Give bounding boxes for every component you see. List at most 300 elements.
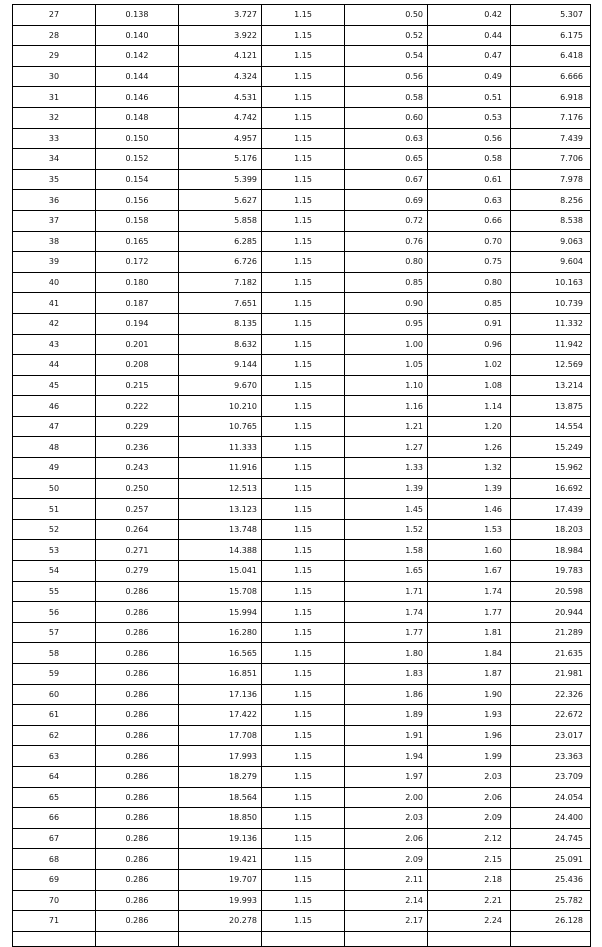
table-row (13, 437, 591, 458)
table-cell: 2.21 (428, 890, 511, 911)
table-cell: 0.208 (96, 355, 179, 376)
table-cell: 1.15 (262, 87, 345, 108)
table-cell: 1.15 (262, 561, 345, 582)
table-cell: 5.176 (179, 149, 262, 170)
table-row (13, 169, 591, 190)
table-cell: 2.15 (428, 849, 511, 870)
table-cell: 0.85 (428, 293, 511, 314)
table-cell: 1.15 (262, 664, 345, 685)
table-cell: 23.017 (511, 725, 591, 746)
table-cell: 49 (13, 458, 96, 479)
table-cell: 1.91 (345, 725, 428, 746)
table-row (13, 725, 591, 746)
table-cell: 1.15 (262, 478, 345, 499)
table-cell: 17.993 (179, 746, 262, 767)
table-cell: 2.18 (428, 869, 511, 890)
table-cell: 15.962 (511, 458, 591, 479)
table-cell: 0.286 (96, 890, 179, 911)
table-row (13, 355, 591, 376)
table-cell: 0.54 (345, 46, 428, 67)
table-cell: 1.15 (262, 684, 345, 705)
table-row (13, 684, 591, 705)
table-cell: 8.256 (511, 190, 591, 211)
table-cell: 25.436 (511, 869, 591, 890)
table-cell: 0.44 (428, 25, 511, 46)
table-cell: 14.554 (511, 416, 591, 437)
table-cell: 0.286 (96, 664, 179, 685)
table-cell: 1.53 (428, 519, 511, 540)
table-cell: 31 (13, 87, 96, 108)
table-cell: 2.09 (345, 849, 428, 870)
table-cell-empty (345, 931, 428, 946)
table-cell-empty (13, 931, 96, 946)
table-cell: 54 (13, 561, 96, 582)
table-cell: 0.172 (96, 252, 179, 273)
table-cell: 1.45 (345, 499, 428, 520)
table-cell: 57 (13, 622, 96, 643)
table-cell: 9.604 (511, 252, 591, 273)
table-cell: 1.15 (262, 828, 345, 849)
table-cell: 1.15 (262, 602, 345, 623)
table-cell: 21.289 (511, 622, 591, 643)
table-cell: 0.286 (96, 643, 179, 664)
table-cell: 1.15 (262, 252, 345, 273)
table-row (13, 128, 591, 149)
table-cell: 0.144 (96, 66, 179, 87)
table-cell: 1.15 (262, 622, 345, 643)
table-cell: 9.670 (179, 375, 262, 396)
table-cell: 1.26 (428, 437, 511, 458)
table-cell: 1.97 (345, 766, 428, 787)
table-cell: 1.15 (262, 169, 345, 190)
table-cell: 4.957 (179, 128, 262, 149)
table-cell: 28 (13, 25, 96, 46)
table-cell: 62 (13, 725, 96, 746)
table-cell: 0.56 (345, 66, 428, 87)
table-cell: 13.214 (511, 375, 591, 396)
table-cell: 16.280 (179, 622, 262, 643)
table-cell: 18.279 (179, 766, 262, 787)
table-cell: 40 (13, 272, 96, 293)
table-cell: 1.15 (262, 25, 345, 46)
table-cell: 0.286 (96, 602, 179, 623)
table-cell: 0.286 (96, 808, 179, 829)
table-cell: 51 (13, 499, 96, 520)
table-cell: 1.58 (345, 540, 428, 561)
table-cell-empty (262, 931, 345, 946)
table-cell: 55 (13, 581, 96, 602)
table-cell: 1.15 (262, 581, 345, 602)
table-cell: 20.598 (511, 581, 591, 602)
table-cell: 1.15 (262, 643, 345, 664)
table-cell: 1.15 (262, 849, 345, 870)
table-cell: 1.15 (262, 231, 345, 252)
table-cell: 15.708 (179, 581, 262, 602)
table-row (13, 66, 591, 87)
table-cell: 1.77 (428, 602, 511, 623)
table-cell: 2.00 (345, 787, 428, 808)
table-cell: 1.15 (262, 766, 345, 787)
table-cell: 44 (13, 355, 96, 376)
table-cell: 1.90 (428, 684, 511, 705)
table-cell: 0.53 (428, 107, 511, 128)
table-cell: 0.47 (428, 46, 511, 67)
table-cell: 53 (13, 540, 96, 561)
table-cell: 0.180 (96, 272, 179, 293)
table-cell: 11.332 (511, 313, 591, 334)
table-cell: 1.15 (262, 416, 345, 437)
table-cell: 7.706 (511, 149, 591, 170)
table-cell: 37 (13, 210, 96, 231)
table-row (13, 869, 591, 890)
table-cell-empty (511, 931, 591, 946)
table-cell: 1.83 (345, 664, 428, 685)
table-cell: 0.286 (96, 581, 179, 602)
table-row (13, 602, 591, 623)
table-cell: 18.984 (511, 540, 591, 561)
table-cell: 19.783 (511, 561, 591, 582)
table-cell: 0.286 (96, 849, 179, 870)
table-cell: 4.121 (179, 46, 262, 67)
table-cell: 17.422 (179, 705, 262, 726)
table-cell: 21.635 (511, 643, 591, 664)
table-cell: 65 (13, 787, 96, 808)
table-cell: 0.69 (345, 190, 428, 211)
table-row (13, 46, 591, 67)
table-cell: 2.03 (428, 766, 511, 787)
table-row (13, 705, 591, 726)
table-cell: 2.11 (345, 869, 428, 890)
table-cell: 15.994 (179, 602, 262, 623)
table-cell: 0.250 (96, 478, 179, 499)
table-cell: 2.12 (428, 828, 511, 849)
table-cell: 1.00 (345, 334, 428, 355)
table-cell: 3.922 (179, 25, 262, 46)
table-cell: 0.80 (345, 252, 428, 273)
table-cell: 0.142 (96, 46, 179, 67)
table-cell: 0.75 (428, 252, 511, 273)
table-row (13, 313, 591, 334)
table-cell: 1.15 (262, 293, 345, 314)
table-cell: 0.66 (428, 210, 511, 231)
table-cell: 26.128 (511, 911, 591, 932)
table-cell: 7.182 (179, 272, 262, 293)
table-row (13, 766, 591, 787)
table-cell: 17.708 (179, 725, 262, 746)
table-cell: 1.15 (262, 746, 345, 767)
table-cell: 12.513 (179, 478, 262, 499)
table-cell: 1.39 (428, 478, 511, 499)
table-cell: 1.60 (428, 540, 511, 561)
table-row (13, 540, 591, 561)
table-cell: 46 (13, 396, 96, 417)
table-row (13, 5, 591, 26)
table-cell: 69 (13, 869, 96, 890)
table-cell: 1.67 (428, 561, 511, 582)
table-cell: 1.52 (345, 519, 428, 540)
table-cell: 1.15 (262, 149, 345, 170)
table-cell: 0.65 (345, 149, 428, 170)
table-row (13, 890, 591, 911)
table-cell: 1.15 (262, 46, 345, 67)
table-cell: 71 (13, 911, 96, 932)
table-row (13, 478, 591, 499)
table-cell: 29 (13, 46, 96, 67)
table-cell: 4.324 (179, 66, 262, 87)
table-cell: 0.236 (96, 437, 179, 458)
table-cell: 0.58 (345, 87, 428, 108)
table-cell: 10.765 (179, 416, 262, 437)
table-cell: 1.15 (262, 458, 345, 479)
table-cell: 18.564 (179, 787, 262, 808)
table-cell: 6.285 (179, 231, 262, 252)
table-cell: 1.15 (262, 66, 345, 87)
table-cell: 13.875 (511, 396, 591, 417)
table-cell: 11.333 (179, 437, 262, 458)
table-row (13, 210, 591, 231)
table-cell: 1.32 (428, 458, 511, 479)
table-row (13, 416, 591, 437)
table-cell: 0.90 (345, 293, 428, 314)
table-cell: 1.15 (262, 107, 345, 128)
table-cell: 9.144 (179, 355, 262, 376)
table-cell: 52 (13, 519, 96, 540)
table-cell: 3.727 (179, 5, 262, 26)
table-row (13, 149, 591, 170)
table-cell: 16.565 (179, 643, 262, 664)
table-cell: 2.14 (345, 890, 428, 911)
table-cell: 0.286 (96, 911, 179, 932)
table-cell: 8.538 (511, 210, 591, 231)
table-cell: 1.15 (262, 128, 345, 149)
table-cell: 41 (13, 293, 96, 314)
table-cell: 9.063 (511, 231, 591, 252)
table-cell: 1.15 (262, 725, 345, 746)
table-cell: 0.148 (96, 107, 179, 128)
table-cell: 34 (13, 149, 96, 170)
table-row (13, 664, 591, 685)
table-cell: 0.257 (96, 499, 179, 520)
table-cell: 1.15 (262, 705, 345, 726)
table-cell: 0.56 (428, 128, 511, 149)
table-cell: 1.15 (262, 437, 345, 458)
table-cell: 13.123 (179, 499, 262, 520)
table-cell: 0.156 (96, 190, 179, 211)
table-row (13, 499, 591, 520)
table-cell: 1.15 (262, 272, 345, 293)
table-cell: 1.15 (262, 808, 345, 829)
table-cell: 5.627 (179, 190, 262, 211)
table-cell: 20.278 (179, 911, 262, 932)
table-cell: 1.89 (345, 705, 428, 726)
table-cell: 0.67 (345, 169, 428, 190)
table-cell: 1.15 (262, 911, 345, 932)
table-cell: 0.222 (96, 396, 179, 417)
table-cell: 30 (13, 66, 96, 87)
table-cell: 1.87 (428, 664, 511, 685)
table-cell: 0.286 (96, 684, 179, 705)
table-cell: 0.271 (96, 540, 179, 561)
table-cell: 60 (13, 684, 96, 705)
table-cell: 0.80 (428, 272, 511, 293)
table-cell: 6.418 (511, 46, 591, 67)
table-cell: 19.707 (179, 869, 262, 890)
table-cell: 1.74 (428, 581, 511, 602)
table-cell: 0.49 (428, 66, 511, 87)
table-cell: 1.20 (428, 416, 511, 437)
document-page (12, 4, 591, 947)
table-cell: 6.666 (511, 66, 591, 87)
table-row (13, 107, 591, 128)
table-cell: 1.15 (262, 334, 345, 355)
table-cell: 48 (13, 437, 96, 458)
table-cell: 1.15 (262, 313, 345, 334)
table-cell: 0.150 (96, 128, 179, 149)
table-cell: 1.15 (262, 869, 345, 890)
table-cell: 63 (13, 746, 96, 767)
table-cell: 1.15 (262, 519, 345, 540)
table-row (13, 25, 591, 46)
table-cell: 0.50 (345, 5, 428, 26)
table-cell: 19.993 (179, 890, 262, 911)
table-cell: 11.916 (179, 458, 262, 479)
table-row (13, 231, 591, 252)
table-row (13, 808, 591, 829)
table-cell: 0.51 (428, 87, 511, 108)
table-cell: 1.15 (262, 190, 345, 211)
table-cell: 10.739 (511, 293, 591, 314)
table-cell: 2.17 (345, 911, 428, 932)
table-cell: 39 (13, 252, 96, 273)
table-cell: 32 (13, 107, 96, 128)
table-cell: 14.388 (179, 540, 262, 561)
table-cell: 1.15 (262, 540, 345, 561)
table-cell: 1.10 (345, 375, 428, 396)
table-cell: 7.978 (511, 169, 591, 190)
table-cell: 33 (13, 128, 96, 149)
table-cell: 2.06 (428, 787, 511, 808)
table-cell: 66 (13, 808, 96, 829)
table-cell: 25.091 (511, 849, 591, 870)
table-cell: 0.76 (345, 231, 428, 252)
table-cell: 0.229 (96, 416, 179, 437)
table-cell: 16.692 (511, 478, 591, 499)
table-cell: 1.15 (262, 396, 345, 417)
table-cell: 67 (13, 828, 96, 849)
table-cell: 47 (13, 416, 96, 437)
table-cell: 10.210 (179, 396, 262, 417)
table-row (13, 581, 591, 602)
table-cell: 24.745 (511, 828, 591, 849)
table-cell: 23.709 (511, 766, 591, 787)
table-cell: 1.71 (345, 581, 428, 602)
table-cell: 45 (13, 375, 96, 396)
table-cell: 35 (13, 169, 96, 190)
table-row (13, 561, 591, 582)
table-cell: 15.041 (179, 561, 262, 582)
table-cell: 0.63 (428, 190, 511, 211)
table-cell: 0.60 (345, 107, 428, 128)
table-cell: 1.08 (428, 375, 511, 396)
table-cell: 8.632 (179, 334, 262, 355)
table-cell: 0.58 (428, 149, 511, 170)
table-cell: 19.136 (179, 828, 262, 849)
table-cell: 0.85 (345, 272, 428, 293)
table-cell: 17.439 (511, 499, 591, 520)
table-cell: 1.77 (345, 622, 428, 643)
table-row (13, 787, 591, 808)
table-cell: 13.748 (179, 519, 262, 540)
table-cell: 1.14 (428, 396, 511, 417)
table-cell: 10.163 (511, 272, 591, 293)
table-cell: 0.96 (428, 334, 511, 355)
table-cell: 1.46 (428, 499, 511, 520)
table-cell: 2.06 (345, 828, 428, 849)
table-cell: 0.187 (96, 293, 179, 314)
table-cell: 0.286 (96, 869, 179, 890)
table-cell: 2.03 (345, 808, 428, 829)
table-cell: 27 (13, 5, 96, 26)
table-cell: 2.09 (428, 808, 511, 829)
table-cell: 70 (13, 890, 96, 911)
table-cell: 0.140 (96, 25, 179, 46)
table-cell: 7.176 (511, 107, 591, 128)
table-cell: 0.279 (96, 561, 179, 582)
table-cell: 1.86 (345, 684, 428, 705)
table-cell: 1.99 (428, 746, 511, 767)
table-cell: 64 (13, 766, 96, 787)
table-cell: 5.399 (179, 169, 262, 190)
table-cell: 5.858 (179, 210, 262, 231)
table-cell: 1.15 (262, 499, 345, 520)
table-cell: 58 (13, 643, 96, 664)
table-cell: 0.194 (96, 313, 179, 334)
table-cell: 0.201 (96, 334, 179, 355)
table-cell: 12.569 (511, 355, 591, 376)
table-row (13, 190, 591, 211)
table-cell: 1.39 (345, 478, 428, 499)
table-cell: 0.286 (96, 828, 179, 849)
table-row (13, 622, 591, 643)
table-cell: 4.531 (179, 87, 262, 108)
data-table (12, 4, 591, 947)
table-cell: 7.439 (511, 128, 591, 149)
table-cell: 22.672 (511, 705, 591, 726)
table-cell: 7.651 (179, 293, 262, 314)
table-cell: 0.286 (96, 622, 179, 643)
table-cell-empty (428, 931, 511, 946)
table-cell: 43 (13, 334, 96, 355)
table-cell: 61 (13, 705, 96, 726)
table-cell: 1.33 (345, 458, 428, 479)
table-cell: 17.136 (179, 684, 262, 705)
table-cell: 36 (13, 190, 96, 211)
table-cell: 0.286 (96, 787, 179, 808)
table-cell: 59 (13, 664, 96, 685)
table-cell: 0.158 (96, 210, 179, 231)
table-cell: 1.16 (345, 396, 428, 417)
table-cell: 1.21 (345, 416, 428, 437)
table-row (13, 396, 591, 417)
table-body (13, 5, 591, 947)
table-row (13, 293, 591, 314)
table-cell: 18.203 (511, 519, 591, 540)
table-row (13, 849, 591, 870)
table-cell-empty (179, 931, 262, 946)
table-cell: 1.80 (345, 643, 428, 664)
table-cell: 50 (13, 478, 96, 499)
table-cell: 0.52 (345, 25, 428, 46)
